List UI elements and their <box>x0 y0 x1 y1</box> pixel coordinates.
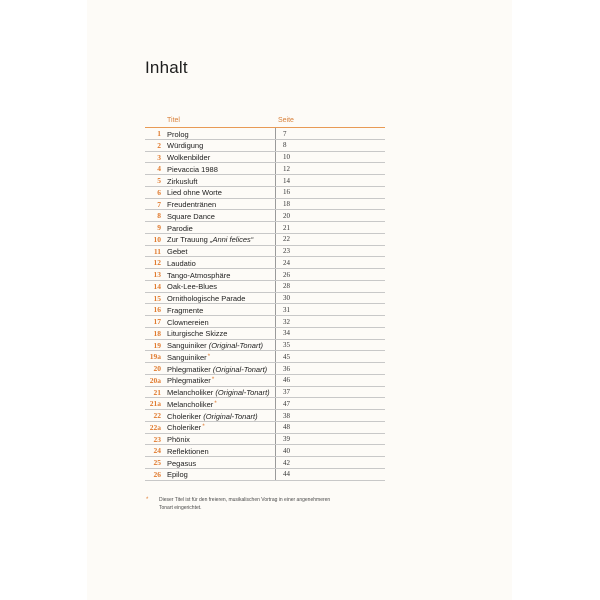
entry-page: 39 <box>283 435 290 443</box>
entry-title-italic: (Original-Tonart) <box>203 411 258 421</box>
entry-title <box>167 447 209 456</box>
entry-number: 25 <box>153 458 161 467</box>
entry-title-text: Wolkenbilder <box>167 153 211 162</box>
entry-number: 22 <box>153 411 161 420</box>
footnote-marker: * <box>211 376 215 384</box>
entry-number: 11 <box>153 246 161 256</box>
entry-page: 31 <box>283 305 290 314</box>
entry-title <box>167 459 196 468</box>
entry-title <box>167 341 263 350</box>
entry-title <box>167 306 203 315</box>
toc-row <box>145 398 385 410</box>
toc-row <box>145 199 385 211</box>
entry-title <box>167 235 253 244</box>
entry-title-italic: (Original-Tonart) <box>215 388 270 397</box>
entry-title-text: Phönix <box>167 435 190 444</box>
footnote-marker: * <box>146 497 149 503</box>
toc-row <box>145 469 385 481</box>
entry-number: 2 <box>157 140 161 150</box>
toc-row <box>145 210 385 222</box>
footnote-text: Dieser Titel ist für den freieren, musikalischen Vortrag in einer angenehmeren Tonart eingerichtet. <box>159 497 331 511</box>
toc-row <box>145 152 385 164</box>
toc-rows <box>145 128 385 481</box>
toc-row <box>145 175 385 187</box>
entry-title-text: Zirkusluft <box>167 176 198 186</box>
entry-page: 26 <box>283 270 290 279</box>
entry-page: 22 <box>283 235 290 244</box>
entry-title-italic: (Original-Tonart) <box>208 341 264 350</box>
entry-page: 40 <box>283 446 290 455</box>
entry-page: 28 <box>283 282 290 291</box>
toc-row <box>145 351 385 363</box>
toc-row <box>145 187 385 199</box>
entry-title-text: Melancholiker <box>167 388 216 397</box>
entry-title-text: Gebet <box>167 247 188 256</box>
entry-title-text: Melancholiker <box>167 399 214 409</box>
toc-row <box>145 281 385 293</box>
entry-title <box>167 388 270 397</box>
entry-title-text: Phlegmatiker <box>167 364 213 374</box>
toc-row <box>145 457 385 469</box>
entry-title <box>167 435 190 444</box>
column-header-page: Seite <box>278 117 294 124</box>
column-header-title: Titel <box>167 117 180 124</box>
toc-row <box>145 363 385 375</box>
entry-title <box>167 200 216 209</box>
entry-page: 8 <box>283 141 287 150</box>
toc-row <box>145 140 385 152</box>
toc-row <box>145 246 385 258</box>
entry-page: 18 <box>283 200 290 208</box>
entry-number: 15 <box>153 293 161 303</box>
entry-title <box>167 365 267 374</box>
entry-title-text: Clownereien <box>167 317 209 327</box>
entry-title-text: Pievaccia 1988 <box>167 164 218 174</box>
entry-title <box>167 141 203 150</box>
footnote <box>146 496 334 512</box>
toc-row <box>145 445 385 457</box>
toc-row <box>145 222 385 234</box>
entry-title-text: Würdigung <box>167 141 204 151</box>
entry-page: 24 <box>283 258 290 267</box>
entry-number: 1 <box>157 129 161 138</box>
page-title: Inhalt <box>145 58 188 77</box>
entry-title-text: Sanguiniker <box>167 352 207 362</box>
entry-title-italic: (Original-Tonart) <box>212 364 268 374</box>
toc-row <box>145 328 385 340</box>
entry-page: 37 <box>283 388 290 396</box>
entry-title-text: Sanguiniker <box>167 341 209 350</box>
entry-title-text: Ornithologische Parade <box>167 294 246 303</box>
entry-number: 12 <box>153 258 161 268</box>
entry-title-text: Fragmente <box>167 305 204 315</box>
entry-title <box>167 318 209 327</box>
entry-number: 20 <box>153 364 161 373</box>
entry-title <box>167 188 222 197</box>
entry-title <box>167 224 193 233</box>
toc-row <box>145 340 385 352</box>
toc-row <box>145 422 385 434</box>
entry-title <box>167 353 210 362</box>
entry-number: 26 <box>153 469 161 479</box>
entry-title <box>167 294 245 303</box>
entry-number: 19 <box>153 340 161 350</box>
entry-title <box>167 212 215 221</box>
toc-row <box>145 304 385 316</box>
entry-page: 30 <box>283 294 290 302</box>
entry-title <box>167 282 217 291</box>
entry-number: 21 <box>153 387 161 397</box>
entry-title-italic: „Anni felices“ <box>209 235 254 245</box>
footnote-marker: * <box>202 423 205 431</box>
entry-page: 48 <box>283 423 290 432</box>
entry-title-text: Tango-Atmosphäre <box>167 270 231 280</box>
entry-number: 23 <box>153 434 161 444</box>
entry-title-text: Phlegmatiker <box>167 376 211 386</box>
entry-page: 46 <box>283 376 290 385</box>
entry-page: 34 <box>283 329 290 338</box>
entry-title-text: Choleriker <box>167 411 204 421</box>
entry-title <box>167 329 227 338</box>
entry-page: 23 <box>283 247 290 255</box>
entry-title-text: Oak-Lee-Blues <box>167 282 218 292</box>
entry-number: 5 <box>157 176 161 185</box>
entry-number: 21a <box>149 399 161 409</box>
toc-row <box>145 375 385 387</box>
entry-title <box>167 165 218 174</box>
entry-page: 47 <box>283 399 290 408</box>
entry-title-text: Zur Trauung <box>167 235 210 245</box>
entry-page: 38 <box>283 411 290 420</box>
entry-title <box>167 271 230 280</box>
entry-number: 14 <box>153 281 161 291</box>
entry-page: 35 <box>283 341 290 349</box>
toc-row <box>145 234 385 246</box>
entry-number: 6 <box>157 187 161 197</box>
entry-number: 10 <box>153 234 161 244</box>
entry-page: 14 <box>283 176 290 185</box>
entry-number: 18 <box>153 328 161 338</box>
entry-number: 3 <box>157 152 161 162</box>
entry-page: 10 <box>283 153 290 161</box>
footnote-marker: * <box>214 399 217 407</box>
entry-number: 17 <box>153 317 161 326</box>
toc-row <box>145 387 385 399</box>
entry-title-text: Prolog <box>167 129 189 139</box>
entry-number: 13 <box>153 270 161 279</box>
entry-title <box>167 247 187 256</box>
footnote-marker: * <box>207 352 211 360</box>
entry-title-text: Square Dance <box>167 211 215 221</box>
entry-number: 19a <box>149 352 161 362</box>
entry-title <box>167 153 210 162</box>
toc-row <box>145 410 385 422</box>
entry-title-text: Choleriker <box>167 423 202 433</box>
entry-title-text: Liturgische Skizze <box>167 329 228 339</box>
toc-row <box>145 163 385 175</box>
toc-table <box>145 116 385 481</box>
entry-page: 44 <box>283 470 290 479</box>
entry-number: 8 <box>157 211 161 221</box>
entry-title-text: Parodie <box>167 223 193 233</box>
toc-row <box>145 269 385 281</box>
entry-title-text: Freudentränen <box>167 200 217 209</box>
toc-row <box>145 293 385 305</box>
entry-number: 4 <box>157 164 161 174</box>
entry-title <box>167 177 197 186</box>
entry-page: 12 <box>283 164 290 173</box>
entry-title-text: Lied ohne Worte <box>167 188 222 198</box>
entry-page: 21 <box>283 223 290 232</box>
entry-title <box>167 423 205 432</box>
entry-page: 7 <box>283 129 287 138</box>
toc-row <box>145 128 385 140</box>
entry-number: 20a <box>149 375 161 385</box>
entry-page: 32 <box>283 317 290 326</box>
entry-number: 9 <box>157 223 161 232</box>
entry-title <box>167 259 196 268</box>
toc-row <box>145 257 385 269</box>
entry-title-text: Epilog <box>167 470 188 480</box>
entry-number: 16 <box>153 305 161 315</box>
entry-title <box>167 400 217 409</box>
entry-title-text: Pegasus <box>167 458 197 468</box>
toc-row <box>145 434 385 446</box>
entry-title <box>167 130 189 139</box>
entry-title <box>167 412 258 421</box>
entry-number: 24 <box>153 446 161 456</box>
toc-header <box>145 116 385 128</box>
entry-title <box>167 376 214 385</box>
entry-page: 20 <box>283 211 290 220</box>
document-page <box>87 0 512 600</box>
entry-title <box>167 470 188 479</box>
toc-row <box>145 316 385 328</box>
entry-page: 36 <box>283 364 290 373</box>
entry-number: 22a <box>149 422 161 432</box>
entry-page: 16 <box>283 188 290 197</box>
entry-number: 7 <box>157 199 161 209</box>
entry-title-text: Laudatio <box>167 258 196 268</box>
entry-page: 45 <box>283 352 290 361</box>
entry-page: 42 <box>283 458 290 467</box>
entry-title-text: Reflektionen <box>167 446 209 456</box>
